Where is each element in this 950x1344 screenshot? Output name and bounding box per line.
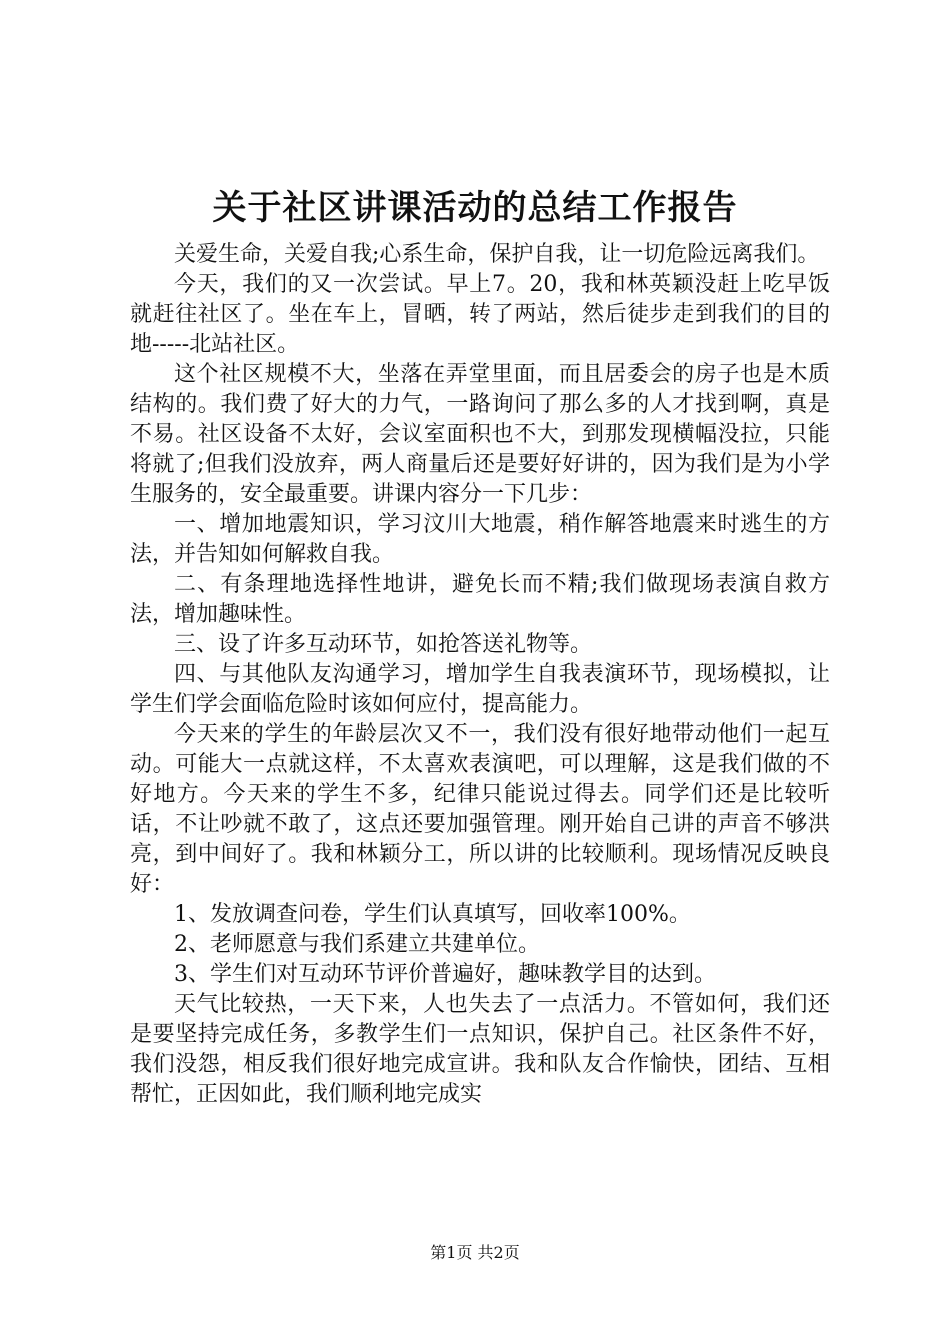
paragraph-conclusion: 天气比较热，一天下来，人也失去了一点活力。不管如何，我们还是要坚持完成任务，多教学生们一点知识，保护自己。社区条件不好，我们没怨，相反我们很好地完成宣讲。我和队友合作愉快，团结、互相帮忙，正因如此，我们顺利地完成实 [130, 992, 830, 1107]
list-item-step-1: 一、增加地震知识，学习汶川大地震，稍作解答地震来时逃生的方法，并告知如何解救自我。 [130, 512, 830, 567]
list-item-step-3: 三、设了许多互动环节，如抢答送礼物等。 [174, 632, 593, 657]
list-item-step-2: 二、有条理地选择性地讲，避免长而不精;我们做现场表演自救方法，增加趣味性。 [130, 572, 830, 627]
document-title: 关于社区讲课活动的总结工作报告 [212, 188, 738, 228]
list-item-result-2: 2、老师愿意与我们系建立共建单位。 [174, 932, 540, 957]
page-indicator: 第1页 共2页 [430, 1243, 520, 1262]
paragraph-journey: 今天，我们的又一次尝试。早上7。20，我和林英颖没赶上吃早饭就赶往社区了。坐在车上，冒晒，转了两站，然后徒步走到我们的目的地-----北站社区。 [130, 272, 830, 357]
list-item-result-1: 1、发放调查问卷，学生们认真填写，回收率100%。 [174, 902, 691, 927]
paragraph-reflection: 今天来的学生的年龄层次又不一，我们没有很好地带动他们一起互动。可能大一点就这样，不太喜欢表演吧，可以理解，这是我们做的不好地方。今天来的学生不多，纪律只能说过得去。同学们还是比较听话，不让吵就不敢了，这点还要加强管理。刚开始自己讲的声音不够洪亮，到中间好了。我和林颖分工，所以讲的比较顺利。现场情况反映良好： [130, 722, 830, 897]
list-item-result-3: 3、学生们对互动环节评价普遍好，趣味教学目的达到。 [174, 962, 716, 987]
paragraph-intro: 关爱生命，关爱自我;心系生命，保护自我，让一切危险远离我们。 [174, 242, 820, 267]
list-item-step-4: 四、与其他队友沟通学习，增加学生自我表演环节，现场模拟，让学生们学会面临危险时该如何应付，提高能力。 [130, 662, 830, 717]
document-body [130, 240, 830, 1110]
paragraph-community: 这个社区规模不大，坐落在弄堂里面，而且居委会的房子也是木质结构的。我们费了好大的力气，一路询问了那么多的人才找到啊，真是不易。社区设备不太好，会议室面积也不大，到那发现横幅没拉，只能将就了;但我们没放弃，两人商量后还是要好好讲的，因为我们是为小学生服务的，安全最重要。讲课内容分一下几步： [130, 362, 830, 507]
